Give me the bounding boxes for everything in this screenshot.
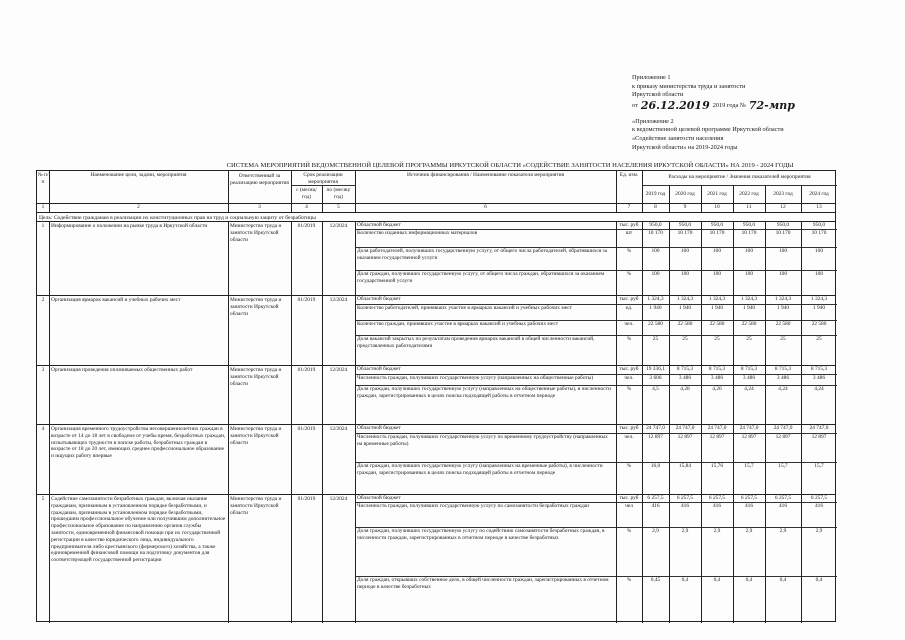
indicator-unit: % [626, 271, 632, 277]
row-number: 1 [41, 223, 45, 229]
indicator-value: 22 580 [709, 321, 725, 327]
indicator-value: 100 [778, 248, 788, 254]
indicator-value: 0,4 [815, 577, 823, 583]
indicator-value: 10 170 [811, 230, 827, 236]
measure-name: Организация ярмарок вакансий и учебных рабочих мест [51, 297, 181, 303]
indicator-value: 100 [814, 248, 824, 254]
appendix-header [632, 74, 902, 152]
term-to: 12/2024 [329, 297, 348, 303]
indicator-value: 100 [712, 271, 722, 277]
indicator-value: 0,4 [713, 577, 721, 583]
row-number: 3 [41, 367, 45, 373]
header-year: 2022 год [739, 191, 759, 197]
indicator-value: 8 715,3 [708, 366, 726, 372]
indicator-value: 15,7 [744, 463, 754, 469]
column-divider [669, 221, 670, 623]
term-from: 01/2019 [297, 426, 316, 432]
column-divider [801, 185, 802, 212]
indicator-text: Доля граждан, получивших государственную услугу, от общего числа граждан, обратившихся за оказанием государственной услуги [357, 271, 605, 284]
indicator-value: 15,7 [778, 463, 788, 469]
column-index: 6 [484, 204, 487, 210]
column-divider [669, 185, 670, 212]
term-from: 01/2019 [297, 496, 316, 502]
indicator-value: 25 [652, 336, 659, 342]
indicator-value: 100 [778, 271, 788, 277]
indicator-unit: % [626, 336, 632, 342]
indicator-text: Численность граждан, получивших государственную услугу по самозанятости безработных граждан [357, 503, 590, 509]
indicator-value: 15,7 [814, 463, 824, 469]
indicator-value: 10 170 [741, 230, 757, 236]
indicator-value: 2,9 [652, 528, 659, 534]
header-source: Источник финансирования / Наименование показателя мероприятия [406, 172, 565, 178]
indicator-value: 416 [712, 503, 722, 509]
indicator-value: 12 897 [648, 434, 663, 440]
row-divider [37, 221, 835, 222]
date-prefix: от [632, 102, 638, 110]
indicator-text: Областной бюджет [357, 495, 401, 501]
column-divider [801, 221, 802, 623]
indicator-value: 950,0 [710, 222, 724, 228]
indicator-value: 950,0 [812, 222, 826, 228]
responsible: Министерство труда и занятости Иркутской области [230, 426, 282, 446]
indicator-value: 25 [714, 336, 720, 342]
indicator-text: Доля граждан, открывших собственное дело, в общей численности граждан, зарегистрированных в отчетном периоде в качестве безработных [357, 577, 609, 590]
indicator-unit: чел. [624, 434, 634, 440]
column-divider [49, 171, 50, 212]
indicator-value: 22 580 [677, 321, 693, 327]
indicator-value: 100 [744, 248, 754, 254]
row-divider [37, 203, 835, 204]
handwritten-date: 26.12.2019 [640, 98, 710, 112]
row-divider [37, 424, 835, 425]
indicator-value: 15,84 [678, 463, 692, 469]
indicator-unit: ед. [625, 305, 633, 311]
date-year: 2019 года № [712, 102, 746, 110]
row-divider [37, 212, 835, 213]
indicator-unit: тыс. руб [619, 222, 639, 228]
row-number: 2 [41, 297, 45, 303]
indicator-unit: % [626, 386, 632, 392]
handwritten-order-number: 72-мпр [748, 98, 795, 112]
indicator-text: Доля вакансий закрытых по результатам проведения ярмарок вакансий в общей численности вакансий, представленных работодателями [357, 336, 595, 349]
column-divider [228, 171, 229, 212]
indicator-value: 1 324,3 [810, 296, 828, 302]
column-index: 10 [714, 204, 720, 210]
term-from: 01/2019 [297, 223, 316, 229]
indicator-value: 2,9 [745, 528, 753, 534]
indicator-text: Областной бюджет [357, 425, 401, 431]
indicator-value: 22 580 [811, 321, 827, 327]
appendix-line: «Содействие занятости населения [632, 134, 724, 142]
column-divider [616, 171, 617, 212]
column-index: 9 [683, 204, 687, 210]
order-date-line [632, 100, 902, 111]
indicator-value: 15,76 [710, 463, 724, 469]
column-divider [322, 221, 323, 623]
header-name: Наименование цели, задачи, мероприятия [90, 172, 187, 178]
indicator-value: 416 [814, 503, 824, 509]
indicator-value: 12 897 [709, 434, 725, 440]
indicator-value: 100 [814, 271, 824, 277]
indicator-value: 1 940 [812, 305, 826, 311]
term-from: 01/2019 [297, 297, 316, 303]
indicator-value: 3 486 [776, 375, 790, 381]
responsible: Министерство труда и занятости Иркутской области [230, 223, 282, 243]
indicator-value: 950,0 [742, 222, 756, 228]
indicator-value: 22 580 [741, 321, 757, 327]
indicator-value: 24 747,0 [809, 425, 829, 431]
indicator-unit: тыс. руб [619, 495, 639, 501]
indicator-text: Областной бюджет [357, 222, 401, 228]
row-divider [37, 295, 835, 296]
responsible: Министерство труда и занятости Иркутской области [230, 496, 282, 516]
indicator-value: 6 257,5 [647, 495, 664, 501]
indicator-value: 24 747,0 [773, 425, 793, 431]
indicator-value: 0,4 [681, 577, 689, 583]
indicator-text: Доля граждан, получивших государственную услугу (направленных на временные работы), в численности граждан, зарегистрированных в целях поиска подходящей работы в отчетном периоде [357, 463, 603, 476]
indicator-value: 25 [746, 336, 752, 342]
indicator-unit: % [626, 248, 632, 254]
responsible: Министерство труда и занятости Иркутской области [230, 367, 282, 387]
measures-table [36, 170, 836, 622]
row-divider [642, 185, 837, 186]
column-divider [642, 171, 643, 212]
indicator-value: 4,24 [814, 386, 824, 392]
document-title: СИСТЕМА МЕРОПРИЯТИЙ ВЕДОМСТВЕННОЙ ЦЕЛЕВОЙ ПРОГРАММЫ ИРКУТСКОЙ ОБЛАСТИ «СОДЕЙСТВИЕ ЗАНЯТОСТИ НАСЕЛЕНИЯ ИРКУТСКОЙ ОБЛАСТИ» НА 2019 - 2024 ГОДЫ [226, 162, 794, 169]
indicator-value: 10 170 [775, 230, 791, 236]
indicator-value: 25 [682, 336, 688, 342]
indicator-value: 19 336,1 [646, 366, 665, 372]
indicator-value: 100 [651, 248, 660, 254]
indicator-value: 12 897 [775, 434, 791, 440]
indicator-value: 1 940 [649, 305, 662, 311]
indicator-value: 1 940 [742, 305, 756, 311]
indicator-value: 4,24 [778, 386, 788, 392]
indicator-value: 22 580 [775, 321, 791, 327]
indicator-unit: тыс. руб [619, 425, 639, 431]
column-divider [355, 171, 356, 212]
column-divider [49, 221, 50, 623]
column-divider [733, 221, 734, 623]
row-divider [37, 365, 835, 366]
column-index: 8 [654, 204, 657, 210]
column-divider [701, 185, 702, 212]
indicator-value: 3 486 [710, 375, 724, 381]
header-unit: Ед. изм. [619, 172, 639, 178]
indicator-text: Количество граждан, принявших участие в ярмарках вакансий и учебных рабочих мест [357, 321, 559, 327]
indicator-unit: чел [625, 503, 633, 509]
column-index: 4 [305, 204, 308, 210]
indicator-text: Областной бюджет [357, 366, 401, 372]
indicator-value: 8 715,3 [774, 366, 792, 372]
indicator-value: 2,9 [713, 528, 721, 534]
appendix-line: Иркутской области» на 2019-2024 годы [632, 143, 738, 151]
indicator-text: Численность граждан, получивших государственную услугу по временному трудоустройству (направленных на временные работы) [357, 434, 608, 447]
appendix-line: к приказу министерства труда и занятости [632, 82, 746, 90]
indicator-value: 24 747,0 [646, 425, 665, 431]
appendix-line: Иркутской области [632, 91, 684, 99]
appendix-line: Приложение 1 [632, 74, 671, 81]
measure-name: Информирование о положении на рынке труда в Иркутской области [51, 223, 208, 229]
column-divider [733, 185, 734, 212]
column-index: 7 [627, 204, 631, 210]
appendix-line: «Приложение 2 [632, 117, 674, 125]
header-year: 2020 год [675, 191, 695, 197]
measure-name: Содействие самозанятости безработных граждан, включая оказание гражданам, признанным в установленном порядке безработными, и гражданам, признанным в установленном порядке безработными, прошедшим профессиональное обучение или получившим дополнительное профессиональное образование по направлению органов службы занятости, единовременной финансовой помощи при их государственной регистрации в качестве юридического лица, индивидуального предпринимателя либо крестьянского (фермерского) хозяйства, а также единовременной финансовой помощи на подготовку документов для соответствующей государственной регистрации [51, 496, 226, 564]
indicator-value: 6 257,5 [708, 495, 726, 501]
measure-name: Организация проведения оплачиваемых общественных работ [51, 367, 193, 373]
indicator-value: 8 715,3 [740, 366, 758, 372]
column-divider [765, 221, 766, 623]
indicator-value: 416 [651, 503, 660, 509]
indicator-value: 1 324,3 [740, 296, 758, 302]
indicator-value: 25 [780, 336, 786, 342]
indicator-text: Доля граждан, получивших государственную услугу по содействию самозанятости безработных граждан, в численности граждан, зарегистрированных в отчетном периоде в качестве безработных [357, 528, 605, 541]
indicator-value: 2,9 [779, 528, 787, 534]
column-divider [228, 221, 229, 623]
row-divider [291, 185, 355, 186]
column-index: 12 [780, 204, 786, 210]
indicator-value: 4,28 [680, 386, 690, 392]
indicator-value: 16,0 [650, 463, 661, 469]
column-index: 2 [137, 204, 140, 210]
term-to: 12/2024 [329, 223, 348, 229]
column-divider [616, 221, 617, 623]
indicator-text: Количество изданных информационных материалов [357, 230, 478, 236]
indicator-value: 1 324,3 [708, 296, 726, 302]
indicator-value: 3 486 [678, 375, 692, 381]
indicator-value: 6 257,5 [676, 495, 694, 501]
term-to: 12/2024 [329, 426, 348, 432]
column-index: 3 [258, 204, 261, 210]
indicator-value: 416 [778, 503, 788, 509]
indicator-value: 10 170 [648, 230, 663, 236]
column-index: 11 [746, 204, 752, 210]
indicator-value: 4,5 [652, 386, 659, 392]
header-year: 2019 год [645, 191, 666, 197]
indicator-value: 4,24 [744, 386, 754, 392]
indicator-value: 100 [744, 271, 754, 277]
column-divider [642, 221, 643, 623]
indicator-value: 3 606 [649, 375, 662, 381]
indicator-unit: тыс. руб [619, 366, 639, 372]
indicator-value: 6 257,5 [810, 495, 828, 501]
term-to: 12/2024 [329, 496, 348, 502]
indicator-text: Доля работодателей, получивших государственную услугу, от общего числа работодателей, обратившихся за оказанием государственной услуги [357, 248, 608, 261]
indicator-value: 3 486 [812, 375, 826, 381]
indicator-value: 0,45 [650, 577, 661, 583]
header-year: 2024 год [809, 191, 829, 197]
indicator-value: 0,4 [745, 577, 753, 583]
indicator-value: 8 715,3 [676, 366, 694, 372]
indicator-unit: шт [625, 230, 633, 236]
indicator-value: 950,0 [776, 222, 790, 228]
indicator-value: 22 580 [648, 321, 663, 327]
column-divider [291, 171, 292, 212]
indicator-unit: чел. [624, 321, 634, 327]
responsible: Министерство труда и занятости Иркутской области [230, 297, 282, 317]
column-index: 1 [41, 204, 45, 210]
indicator-text: Доля граждан, получивших государственную услугу (направленных на общественные работы), в численности граждан, зарегистрированных в целях поиска подходящей работы в отчетном периоде [357, 386, 611, 399]
row-divider [37, 494, 835, 495]
column-divider [322, 185, 323, 212]
goal-row: Цель: Содействие гражданам в реализации их конституционных прав на труд и социальную защиту от безработицы [39, 215, 316, 221]
indicator-value: 6 257,5 [740, 495, 758, 501]
header-expenses: Расходы на мероприятие / Значения показателей мероприятия [668, 174, 811, 180]
header-term: Срок реализации мероприятия [303, 172, 343, 185]
indicator-value: 2,9 [815, 528, 823, 534]
indicator-value: 100 [651, 271, 660, 277]
indicator-value: 3 486 [742, 375, 756, 381]
indicator-value: 24 747,0 [707, 425, 727, 431]
indicator-value: 8 715,3 [810, 366, 828, 372]
indicator-value: 100 [712, 248, 722, 254]
indicator-value: 12 897 [677, 434, 693, 440]
indicator-value: 0,4 [779, 577, 787, 583]
indicator-value: 6 257,5 [774, 495, 792, 501]
indicator-text: Количество работодателей, принявших участие в ярмарках вакансий и учебных рабочих мест [357, 305, 573, 311]
indicator-unit: тыс. руб [619, 296, 639, 302]
indicator-value: 24 747,0 [739, 425, 759, 431]
column-divider [701, 221, 702, 623]
indicator-value: 1 324,3 [647, 296, 664, 302]
column-divider [291, 221, 292, 623]
column-divider [765, 185, 766, 212]
header-year: 2021 год [707, 191, 727, 197]
header-from: с (месяц/ год) [296, 187, 317, 200]
row-number: 4 [41, 426, 45, 432]
indicator-value: 950,0 [649, 222, 662, 228]
indicator-value: 12 897 [741, 434, 757, 440]
header-num: № п/п [37, 172, 49, 185]
indicator-unit: % [626, 463, 632, 469]
indicator-value: 4,26 [712, 386, 722, 392]
indicator-value: 24 747,0 [675, 425, 695, 431]
indicator-value: 2,9 [681, 528, 689, 534]
column-index: 13 [816, 204, 822, 210]
indicator-value: 12 897 [811, 434, 827, 440]
indicator-text: Областной бюджет [357, 296, 401, 302]
indicator-value: 416 [744, 503, 754, 509]
indicator-value: 416 [680, 503, 690, 509]
indicator-value: 1 324,3 [676, 296, 694, 302]
header-resp: Ответственный за реализацию мероприятия [230, 173, 289, 186]
measure-name: Организация временного трудоустройства несовершеннолетних граждан в возрасте от 14 до 18 лет в свободное от учебы время, безработных граждан, испытывающих трудности в поиске работы, безработных граждан в возрасте от 18 до 20 лет, имеющих среднее профессиональное образование и ищущих работу впервые [51, 426, 226, 460]
indicator-text: Численность граждан, получивших государственную услугу (направленных на общественные работы) [357, 375, 594, 381]
indicator-value: 100 [680, 248, 690, 254]
indicator-value: 950,0 [678, 222, 692, 228]
indicator-value: 1 940 [710, 305, 724, 311]
indicator-value: 10 170 [709, 230, 725, 236]
indicator-unit: чел. [624, 375, 634, 381]
header-to: по (месяц/ год) [326, 187, 351, 200]
indicator-value: 1 940 [776, 305, 790, 311]
term-from: 01/2019 [297, 367, 316, 373]
indicator-unit: % [626, 577, 632, 583]
indicator-value: 1 940 [678, 305, 692, 311]
row-number: 5 [41, 496, 45, 502]
appendix-line: к ведомственной целевой программе Иркутской области [632, 126, 784, 134]
header-year: 2023 год [773, 191, 793, 197]
indicator-value: 100 [680, 271, 690, 277]
indicator-value: 10 170 [677, 230, 693, 236]
column-index: 5 [337, 204, 340, 210]
indicator-value: 25 [816, 336, 822, 342]
column-divider [355, 221, 356, 623]
indicator-value: 1 324,3 [774, 296, 792, 302]
term-to: 12/2024 [329, 367, 348, 373]
indicator-unit: % [626, 528, 632, 534]
